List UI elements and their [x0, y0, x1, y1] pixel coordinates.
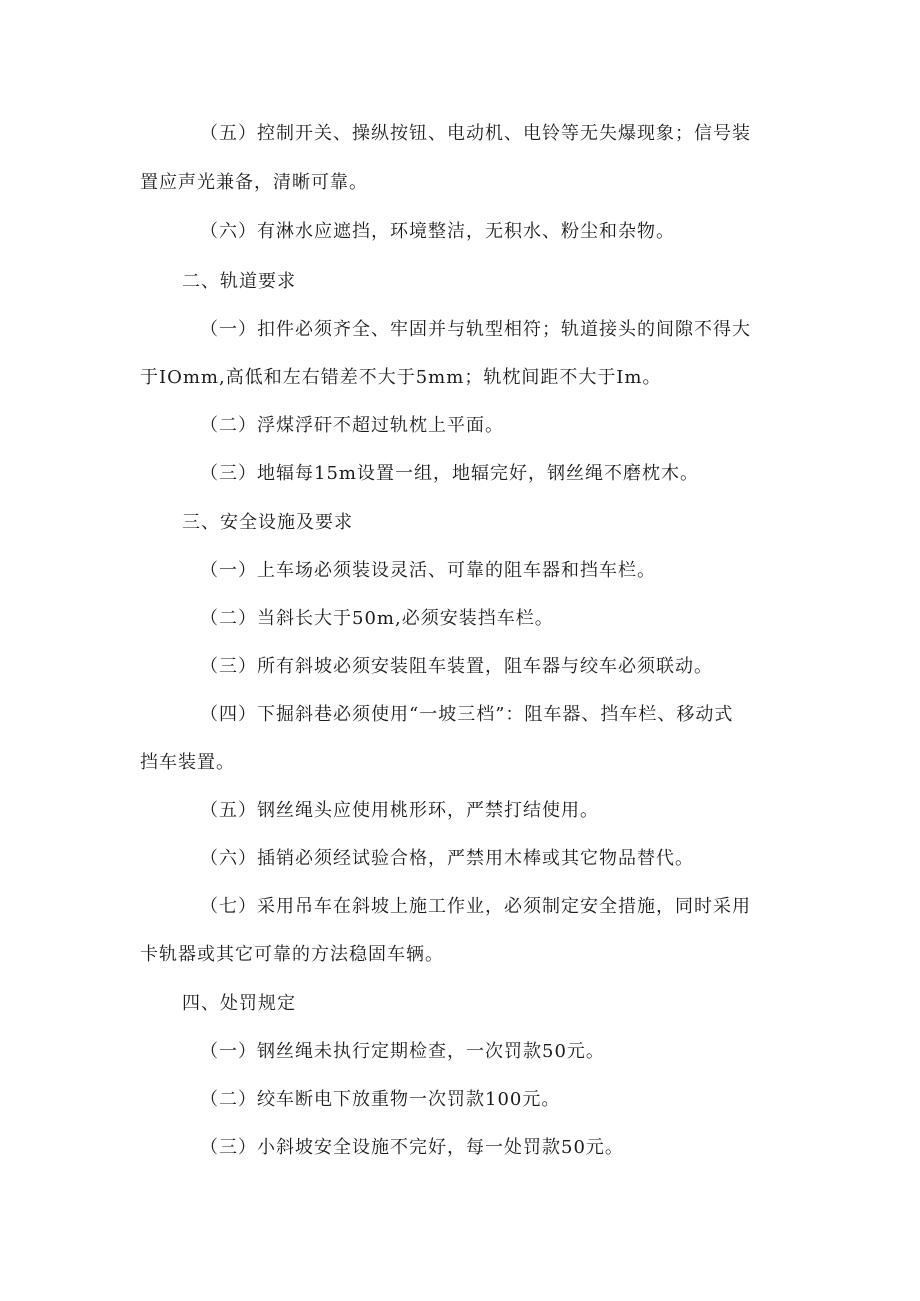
item-text: 钢丝绳未执行定期检查，一次罚款50元。 [257, 1041, 605, 1062]
item-text: 插销必须经试验合格，严禁用木棒或其它物品替代。 [257, 848, 694, 869]
item-text: 有淋水应遮挡，环境整洁，无积水、粉尘和杂物。 [257, 221, 675, 242]
item-text: 钢丝绳头应使用桃形环，严禁打结使用。 [257, 800, 599, 821]
paragraph-line [200, 318, 751, 342]
section-heading: 二、轨道要求 [182, 271, 296, 292]
paragraph-line [200, 1088, 560, 1112]
paragraph-continuation: 卡轨器或其它可靠的方法稳固车辆。 [140, 944, 444, 965]
paragraph-line [200, 220, 675, 244]
item-text: 地辐每15m设置一组，地辐完好，钢丝绳不磨枕木。 [257, 463, 699, 484]
item-text: 上车场必须装设灵活、可靠的阻车器和挡车栏。 [257, 560, 656, 581]
paragraph-continuation: 于IOmm,高低和左右错差不大于5mm；轨枕间距不大于Im。 [140, 367, 662, 388]
item-text: 控制开关、操纵按钮、电动机、电铃等无失爆现象；信号装 [257, 123, 751, 144]
paragraph-line [200, 462, 699, 486]
item-label: （二） [200, 1089, 257, 1110]
item-label: （五） [200, 123, 257, 144]
item-label: （一） [200, 1041, 257, 1062]
paragraph-line [200, 799, 599, 823]
item-text: 当斜长大于50m,必须安装挡车栏。 [257, 608, 554, 629]
paragraph-continuation: 挡车装置。 [140, 752, 235, 773]
item-label: （六） [200, 848, 257, 869]
item-label: （一） [200, 319, 257, 340]
item-label: （三） [200, 463, 257, 484]
paragraph-line [200, 414, 504, 438]
paragraph-line [200, 895, 751, 919]
item-text: 采用吊车在斜坡上施工作业，必须制定安全措施，同时采用 [257, 896, 751, 917]
paragraph-line [200, 122, 751, 146]
section-heading: 三、安全设施及要求 [182, 512, 353, 533]
item-label: （七） [200, 896, 257, 917]
item-text: 小斜坡安全设施不完好，每一处罚款50元。 [257, 1137, 624, 1158]
item-label: （二） [200, 415, 257, 436]
paragraph-line [200, 655, 713, 679]
item-label: （三） [200, 656, 257, 677]
item-label: （五） [200, 800, 257, 821]
item-text: 绞车断电下放重物一次罚款100元。 [257, 1089, 561, 1110]
item-text: 浮煤浮矸不超过轨枕上平面。 [257, 415, 504, 436]
paragraph-continuation: 置应声光兼备，清晰可靠。 [140, 172, 368, 193]
item-label: （二） [200, 608, 257, 629]
item-text: 扣件必须齐全、牢固并与轨型相符；轨道接头的间隙不得大 [257, 319, 751, 340]
paragraph-line [200, 847, 694, 871]
paragraph-line [200, 607, 554, 631]
item-text: 所有斜坡必须安装阻车装置，阻车器与绞车必须联动。 [257, 656, 713, 677]
item-text: 下掘斜巷必须使用“一坡三档”：阻车器、挡车栏、移动式 [257, 704, 734, 725]
paragraph-line [200, 559, 656, 583]
paragraph-line [200, 1136, 624, 1160]
section-heading: 四、处罚规定 [182, 993, 296, 1014]
item-label: （四） [200, 704, 257, 725]
item-label: （三） [200, 1137, 257, 1158]
paragraph-line [200, 1040, 605, 1064]
paragraph-line [200, 703, 733, 727]
item-label: （一） [200, 560, 257, 581]
item-label: （六） [200, 221, 257, 242]
